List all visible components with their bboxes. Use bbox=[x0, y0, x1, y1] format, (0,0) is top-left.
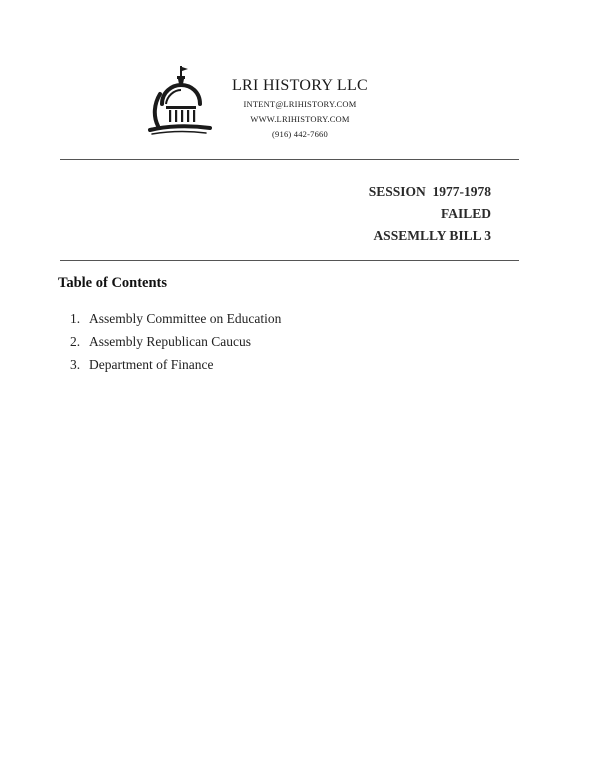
bill-status: FAILED bbox=[440, 206, 491, 221]
bill-number: ASSEMLLY BILL 3 bbox=[373, 228, 491, 243]
toc-item bbox=[70, 330, 281, 353]
toc-item bbox=[70, 353, 281, 376]
toc-item-label: Department of Finance bbox=[89, 357, 214, 372]
toc-list bbox=[70, 307, 281, 376]
session-block bbox=[369, 181, 491, 247]
session-years: SESSION 1977-1978 bbox=[368, 184, 491, 199]
toc-item-number: 1. bbox=[70, 311, 81, 326]
company-phone: (916) 442-7660 bbox=[272, 129, 328, 139]
toc-item-number: 3. bbox=[70, 357, 81, 372]
toc-item-label: Assembly Committee on Education bbox=[89, 311, 282, 326]
toc-item bbox=[70, 307, 281, 330]
divider-top bbox=[60, 159, 519, 160]
company-website: WWW.LRIHISTORY.COM bbox=[250, 114, 350, 124]
toc-item-label: Assembly Republican Caucus bbox=[89, 334, 251, 349]
divider-bottom bbox=[60, 260, 519, 261]
company-email: INTENT@LRIHISTORY.COM bbox=[243, 99, 357, 109]
company-name: LRI HISTORY LLC bbox=[231, 77, 369, 94]
toc-title: Table of Contents bbox=[58, 275, 168, 291]
toc-item-number: 2. bbox=[70, 334, 81, 349]
